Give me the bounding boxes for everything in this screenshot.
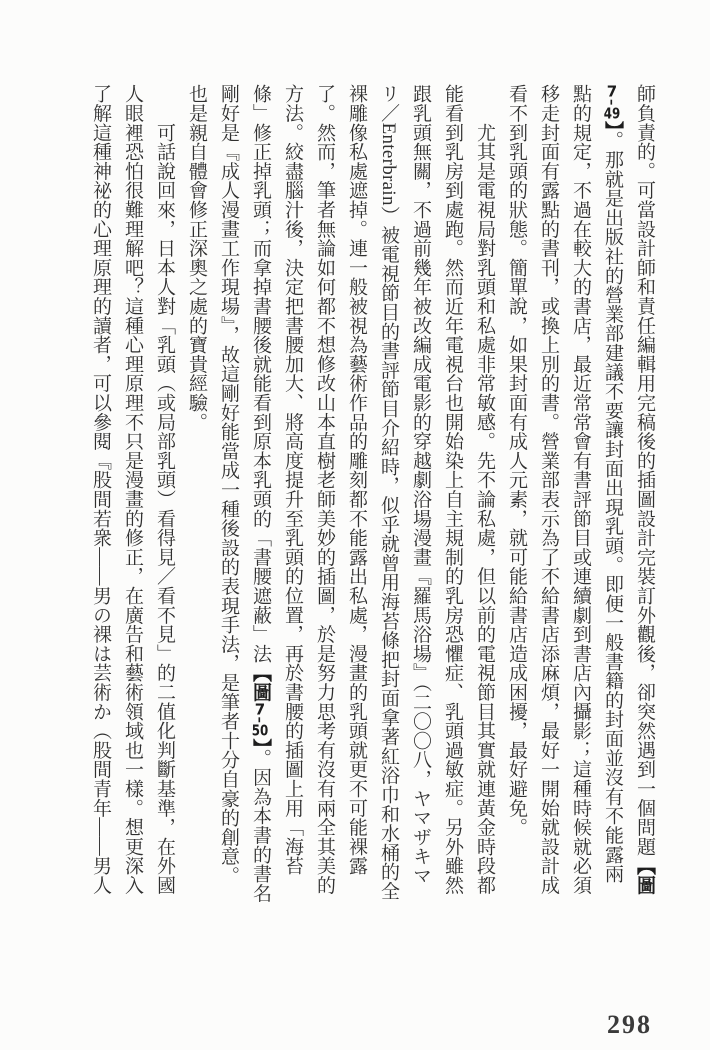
text-segment: 剛好是『成人漫畫工作現場』，故這剛好能當成一種後設的表現手法，是筆者十分自豪的創意。 <box>218 84 239 886</box>
text-column-2 <box>596 84 628 920</box>
figure-reference-segment: - <box>250 716 271 724</box>
text-segment: 點的規定，不過在較大的書店，最近常常會有書評節目或連續劇到書店內攝影；這種時候就必須 <box>570 84 591 895</box>
text-column-11 <box>308 84 340 920</box>
text-segment: 尤其是電視局對乳頭和私處非常敏感。先不論私處，但以前的電視節目其實就連黃金時段都 <box>474 84 495 895</box>
text-column-1 <box>628 84 660 920</box>
text-segment: リ／Enterbrain）被電視節目的書評節目介紹時，似乎就曾用海苔條把封面拿著紅浴巾和水桶的全 <box>378 84 399 901</box>
vertical-text-block <box>84 84 660 920</box>
figure-reference-segment: - <box>602 99 623 106</box>
text-segment: 方法。絞盡腦汁後，決定把書腰加大、將高度提升至乳頭的位置，再於書腰的插圖上用「海苔 <box>282 84 303 876</box>
figure-reference-segment: 7 <box>606 84 618 99</box>
text-column-4 <box>532 84 564 920</box>
text-column-12 <box>276 84 308 920</box>
text-segment: 了解這種神祕的心理原理的讀者，可以參閱『股間若衆——男の裸は芸術か（股間青年——男人 <box>90 84 111 895</box>
text-column-8 <box>404 84 436 920</box>
figure-reference-segment: 49 <box>603 105 621 121</box>
figure-reference-segment: 】 <box>602 120 623 131</box>
text-segment: 師負責的。可當設計師和責任編輯用完稿後的插圖設計完裝訂外觀後，卻突然遇到一個問題 <box>634 84 655 856</box>
text-segment: 了。然而，筆者無論如何都不想修改山本直樹老師美妙的插圖，於是努力思考有沒有兩全其美的 <box>314 84 335 895</box>
text-column-5 <box>500 84 532 920</box>
text-column-16 <box>148 84 180 920</box>
text-segment: 條」修正掉乳頭；而拿掉書腰後就能看到原本乳頭的「書腰遮蔽」法 <box>250 84 271 663</box>
text-column-17 <box>116 84 148 920</box>
text-column-6 <box>468 84 500 920</box>
figure-reference-segment: 【圖 <box>250 663 271 702</box>
text-segment: 移走封面有露點的書刊，或換上別的書。營業部表示為了不給書店添麻煩，最好一開始就設計成 <box>538 84 559 895</box>
text-column-15 <box>180 84 212 920</box>
text-segment: 可話說回來，日本人對「乳頭（或局部乳頭）看得見／看不見」的二值化判斷基準，在外國 <box>154 84 175 895</box>
page-number: 298 <box>607 1010 652 1039</box>
text-segment: 看不到乳頭的狀態。簡單說，如果封面有成人元素，就可能給書店造成困擾，最好避免。 <box>506 84 527 837</box>
text-segment: 。因為本書的書名 <box>250 748 271 903</box>
text-segment: 能看到乳房到處跑。然而近年電視台也開始染上自主規制的乳房恐懼症、乳頭過敏症。另外雖然 <box>442 84 463 895</box>
text-column-10 <box>340 84 372 920</box>
text-column-14 <box>212 84 244 920</box>
figure-reference-segment: 7 <box>254 701 266 717</box>
text-segment: 跟乳頭無關，不過前幾年被改編成電影的穿越劇浴場漫畫『羅馬浴場』（二〇〇八，ヤマザキマ <box>410 84 431 886</box>
text-column-3 <box>564 84 596 920</box>
text-column-13 <box>244 84 276 920</box>
text-column-18 <box>84 84 116 920</box>
figure-reference-segment: 50 <box>251 723 269 739</box>
text-segment: 裸雕像私處遮掉。連一般被視為藝術作品的雕刻都不能露出私處，漫畫的乳頭就更不可能裸露 <box>346 84 367 876</box>
text-column-7 <box>436 84 468 920</box>
figure-reference-segment: 【圖 <box>634 856 655 895</box>
text-column-9 <box>372 84 404 920</box>
text-segment: 。那就是出版社的營業部建議不要讓封面出現乳頭。即便一般書籍的封面並沒有不能露兩 <box>602 130 623 884</box>
text-segment: 也是親自體會修正深奧之處的寶貴經驗。 <box>186 84 207 432</box>
figure-reference-segment: 】 <box>250 738 271 749</box>
text-segment: 人眼裡恐怕很難理解吧？這種心理原理不只是漫畫的修正，在廣告和藝術領域也一樣。想更深入 <box>122 84 143 895</box>
